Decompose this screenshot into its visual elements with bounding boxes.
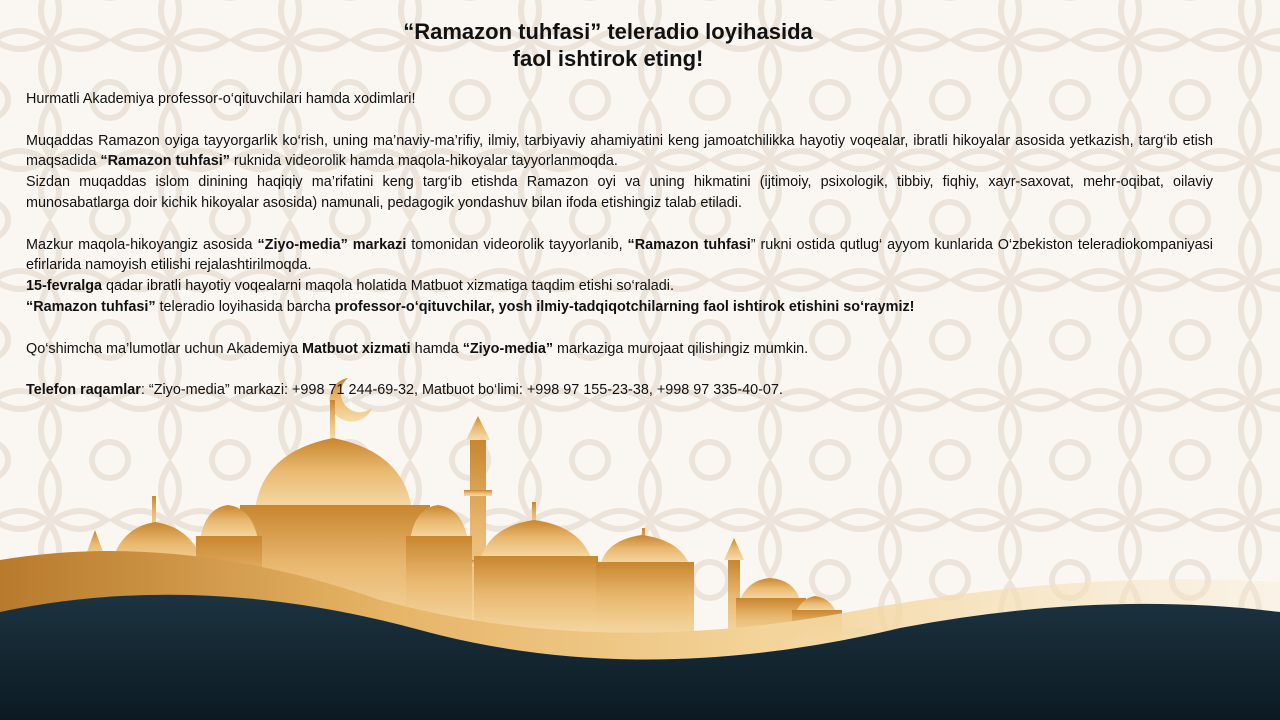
text: hamda bbox=[410, 340, 463, 357]
paragraph-request: Sizdan muqaddas islom dinining haqiqiy ma’rifatini keng targ‘ib etishda Ramazon oyi va uning hikmatini (ijtimoiy, psixologik, tibbiy, fiqhiy, xayr-saxovat, mehr-oqibat, oilaviy munosabatlarga doir kichik hikoyalar asosida) namunali, pedagogik yondashuv bilan ifoda etishingiz talab etiladi. bbox=[26, 174, 1213, 211]
text: markaziga murojaat qilishingiz mumkin. bbox=[553, 340, 809, 357]
text: Muqaddas Ramazon oyiga tayyorgarlik ko‘rish, uning ma’naviy-ma’rifiy, ilmiy, tarbiyaviy ahamiyatini keng jamoatchilikka hayotiy voqealar, ibratli hikoyalar asosida yetkazish, targ‘ib etish maqsadida bbox=[26, 132, 1213, 170]
title-line-2: faol ishtirok eting! bbox=[512, 46, 704, 71]
paragraph-invitation bbox=[26, 297, 1213, 318]
announcement-body bbox=[26, 89, 1213, 401]
text: tomonidan videorolik tayyorlanib, bbox=[406, 236, 628, 253]
text: Mazkur maqola-hikoyangiz asosida bbox=[26, 236, 258, 253]
bold-text: 15-fevralga bbox=[26, 278, 102, 295]
paragraph-deadline bbox=[26, 276, 1213, 297]
paragraph-phone-numbers bbox=[26, 380, 1213, 401]
bold-text: Telefon raqamlar bbox=[26, 382, 141, 399]
text: qadar ibratli hayotiy voqealarni maqola holatida Matbuot xizmatiga taqdim etishi so‘raladi. bbox=[102, 278, 674, 295]
bold-text: “Ramazon tuhfasi” bbox=[26, 298, 156, 315]
text: : “Ziyo-media” markazi: +998 71 244-69-32, Matbuot bo‘limi: +998 97 155-23-38, +998 97 335-40-07. bbox=[140, 382, 783, 399]
bold-text: professor-o‘qituvchilar, yosh ilmiy-tadqiqotchilarning faol ishtirok etishini so‘raymiz! bbox=[334, 298, 915, 315]
bold-text: “Ziyo-media” bbox=[462, 340, 554, 357]
text: ruknida videorolik hamda maqola-hikoyalar tayyorlanmoqda. bbox=[229, 153, 618, 170]
text: ” rukni ostida qutlug‘ ayyom kunlarida O‘zbekiston teleradiokompaniyasi efirlarida namoyish etilishi rejalashtirilmoqda. bbox=[26, 236, 1214, 274]
page-title bbox=[308, 18, 908, 72]
paragraph-contact-info bbox=[26, 339, 1213, 360]
title-line-1: “Ramazon tuhfasi” teleradio loyihasida bbox=[403, 19, 813, 44]
paragraph-purpose bbox=[26, 131, 1213, 173]
bold-text: “Ziyo-media” markazi bbox=[257, 236, 407, 253]
greeting-text: Hurmatli Akademiya professor-o‘qituvchilari hamda xodimlari! bbox=[26, 91, 416, 107]
text: teleradio loyihasida barcha bbox=[155, 298, 335, 315]
bold-text: Matbuot xizmati bbox=[301, 340, 411, 357]
bold-text: “Ramazon tuhfasi” bbox=[100, 153, 230, 170]
bold-text: “Ramazon tuhfasi bbox=[627, 236, 751, 253]
paragraph-broadcast bbox=[26, 235, 1213, 277]
text: Qo‘shimcha ma’lumotlar uchun Akademiya bbox=[26, 340, 302, 357]
